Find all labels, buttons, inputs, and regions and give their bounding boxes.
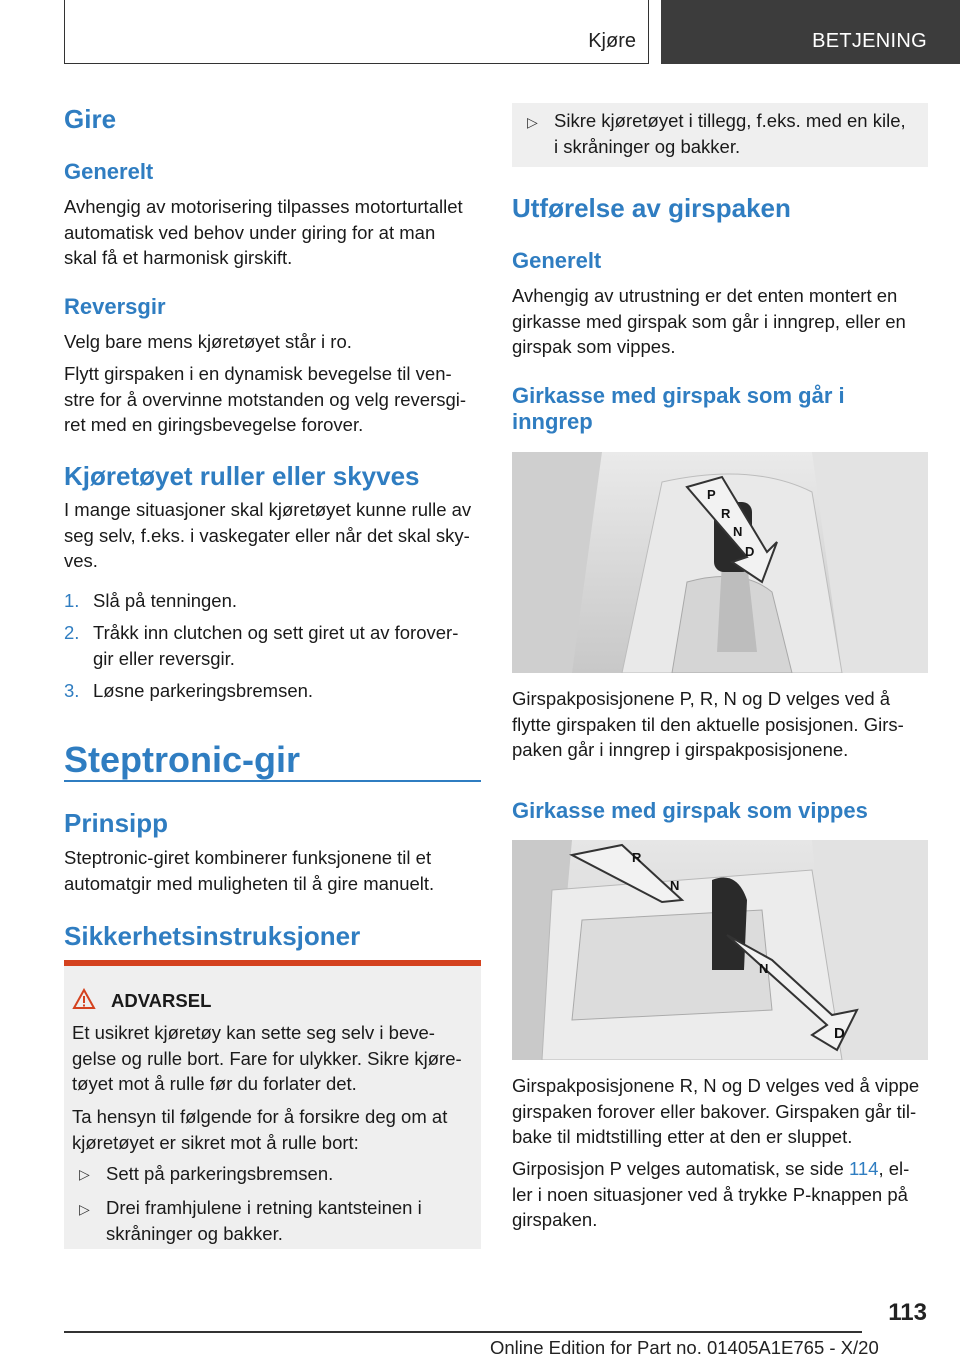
photo-label-r: R — [721, 506, 731, 521]
bullet-triangle-icon: ▷ — [79, 1201, 90, 1217]
top-bullet-text: Sikre kjøretøyet i tillegg, f.eks. med en kile, i skråninger og bakker. — [554, 110, 906, 157]
header-chapter-box — [64, 0, 649, 64]
paragraph-reversgir-1: Velg bare mens kjøretøyet står i ro. — [64, 331, 352, 352]
heading-reversgir: Reversgir — [64, 294, 166, 319]
photo-label-p: P — [707, 487, 716, 502]
gear-lever-photo-vippes — [512, 840, 928, 1060]
warning-bullet-2: Drei framhjulene i retning kantsteinen i skråninger og bakker. — [106, 1197, 422, 1244]
header-chapter: Kjøre — [588, 30, 636, 52]
heading-ruller: Kjøretøyet ruller eller skyves — [64, 461, 420, 491]
step-text: Tråkk inn clutchen og sett giret ut av forover- gir eller reversgir. — [93, 622, 459, 669]
heading-prinsipp: Prinsipp — [64, 808, 169, 838]
gear-lever-photo-inngrep — [512, 452, 928, 673]
step-number: 1. — [64, 590, 80, 611]
photo2-label-r: R — [632, 850, 642, 865]
heading-inngrep: Girkasse med girspak som går i inngrep — [512, 383, 845, 434]
heading-utforelse: Utførelse av girspaken — [512, 193, 791, 223]
warning-paragraph-2: Ta hensyn til følgende for å forsikre deg om at kjøretøyet er sikret mot å rulle bort: — [72, 1106, 448, 1153]
paragraph-reversgir-2: Flytt girspaken i en dynamisk bevegelse til ven- stre for å overvinne motstanden og velg reversgi- ret med en giringsbevegelse forover. — [64, 363, 467, 435]
warning-paragraph-1: Et usikret kjøretøy kan sette seg selv i beve- gelse og rulle bort. Fare for ulykker. Sikre kjøre- tøyet mot å rulle før du forlater det. — [72, 1022, 462, 1094]
page-link-114[interactable]: 114 — [848, 1158, 879, 1179]
header-section-box — [661, 0, 960, 64]
paragraph-ruller: I mange situasjoner skal kjøretøyet kunne rulle av seg selv, f.eks. i vaskegater eller når det skal sky- ves. — [64, 499, 472, 571]
page-number: 113 — [888, 1299, 927, 1326]
paragraph-p-position: Girposisjon P velges automatisk, se side 114, el- ler i noen situasjoner ved å trykke P-knappen på girspaken. — [512, 1158, 910, 1230]
step-number: 2. — [64, 622, 80, 643]
photo2-label-n: N — [670, 878, 680, 893]
heading-rule — [64, 780, 481, 782]
paragraph-prinsipp: Steptronic-giret kombinerer funksjonene til et automatgir med muligheten til å gire manuelt. — [64, 847, 435, 894]
warning-label: ADVARSEL — [111, 990, 212, 1011]
warning-box — [64, 960, 481, 1249]
heading-sikkerhet: Sikkerhetsinstruksjoner — [64, 921, 361, 951]
bullet-triangle-icon: ▷ — [79, 1166, 90, 1182]
footer-edition: Online Edition for Part no. 01405A1E765 - X/20 — [490, 1337, 879, 1358]
step-number: 3. — [64, 680, 80, 701]
warning-bar — [64, 960, 481, 966]
paragraph-generelt-right: Avhengig av utrustning er det enten montert en girkasse med girspak som går i inngrep, eller en girspak som vippes. — [512, 285, 906, 357]
heading-generelt-right: Generelt — [512, 248, 602, 273]
heading-vippes: Girkasse med girspak som vippes — [512, 798, 868, 823]
paragraph-generelt: Avhengig av motorisering tilpasses motorturtallet automatisk ved behov under giring for at man skal få et harmonisk girskift. — [64, 196, 463, 268]
heading-gire: Gire — [64, 104, 117, 134]
step-text: Slå på tenningen. — [93, 590, 238, 611]
warning-triangle-icon — [72, 988, 96, 1010]
photo2-label-d: D — [834, 1025, 845, 1042]
photo-label-n: N — [733, 524, 743, 539]
step-text: Løsne parkeringsbremsen. — [93, 680, 314, 701]
warning-bullet-1: Sett på parkeringsbremsen. — [106, 1163, 334, 1184]
photo2-label-n2: N — [759, 961, 769, 976]
top-bullet-box — [512, 103, 928, 167]
footer-rule — [64, 1331, 862, 1333]
heading-steptronic: Steptronic-gir — [64, 739, 301, 780]
heading-generelt: Generelt — [64, 159, 154, 184]
caption-inngrep: Girspakposisjonene P, R, N og D velges ved å flytte girspaken til den aktuelle posisjonen. Girs- paken går i inngrep i girspakposisjonene. — [512, 688, 904, 760]
bullet-triangle-icon: ▷ — [527, 114, 538, 130]
header-section: BETJENING — [812, 30, 927, 52]
caption-vippes: Girspakposisjonene R, N og D velges ved å vippe girspaken forover eller bakover. Girspaken går til- bake til midtstilling etter at den er sluppet. — [512, 1075, 920, 1147]
photo-label-d: D — [745, 544, 755, 559]
